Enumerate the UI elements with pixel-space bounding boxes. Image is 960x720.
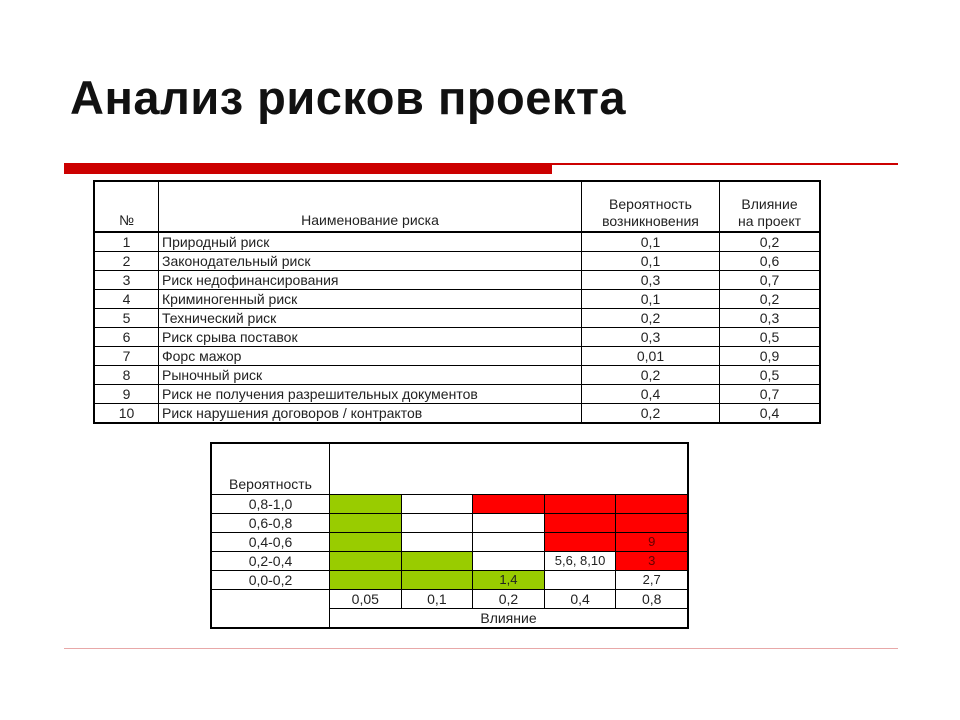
risk-impact: 0,5 <box>720 328 821 347</box>
risk-impact: 0,2 <box>720 232 821 252</box>
risk-num: 8 <box>94 366 159 385</box>
risk-probability: 0,1 <box>582 290 720 309</box>
risk-impact: 0,5 <box>720 366 821 385</box>
risk-name: Форс мажор <box>159 347 582 366</box>
matrix-header-row <box>211 443 688 495</box>
risk-name: Законодательный риск <box>159 252 582 271</box>
matrix-cell-risk-ids: 1,4 <box>499 572 518 587</box>
matrix-cell <box>401 571 473 590</box>
header-probability-line1: Вероятность <box>609 196 692 212</box>
risk-num: 5 <box>94 309 159 328</box>
matrix-impact-tick: 0,4 <box>544 590 616 609</box>
risk-table-header <box>94 181 820 232</box>
risk-probability: 0,1 <box>582 252 720 271</box>
header-impact-line2: на проект <box>737 213 802 229</box>
risk-num: 6 <box>94 328 159 347</box>
risk-impact: 0,9 <box>720 347 821 366</box>
risk-row <box>94 232 820 252</box>
matrix-cell <box>473 571 545 590</box>
risk-name: Риск срыва поставок <box>159 328 582 347</box>
matrix-cell <box>473 514 545 533</box>
risk-probability: 0,2 <box>582 309 720 328</box>
matrix-row <box>211 552 688 571</box>
matrix-cell <box>329 533 401 552</box>
risk-impact: 0,7 <box>720 385 821 404</box>
matrix-impact-tick: 0,2 <box>473 590 545 609</box>
matrix-cell <box>473 533 545 552</box>
risk-table <box>93 180 821 424</box>
header-name: Наименование риска <box>159 181 582 232</box>
slide-title: Анализ рисков проекта <box>70 71 627 124</box>
matrix-cell-risk-ids: 9 <box>648 534 656 549</box>
header-probability <box>582 181 720 232</box>
matrix-row <box>211 495 688 514</box>
risk-row <box>94 347 820 366</box>
risk-name: Риск недофинансирования <box>159 271 582 290</box>
risk-num: 3 <box>94 271 159 290</box>
matrix-cell <box>616 571 688 590</box>
risk-matrix <box>210 442 689 629</box>
matrix-impact-label: Влияние <box>329 609 688 629</box>
risk-row <box>94 290 820 309</box>
risk-row <box>94 366 820 385</box>
risk-impact: 0,6 <box>720 252 821 271</box>
matrix-cell <box>616 495 688 514</box>
matrix-cell <box>401 514 473 533</box>
matrix-probability-band: 0,2-0,4 <box>211 552 329 571</box>
matrix-row <box>211 533 688 552</box>
matrix-cell <box>473 552 545 571</box>
header-impact-line1: Влияние <box>741 196 798 212</box>
slide-bottom-rule <box>64 648 898 649</box>
risk-probability: 0,3 <box>582 271 720 290</box>
matrix-probability-label: Вероятность <box>211 443 329 495</box>
matrix-probability-band: 0,0-0,2 <box>211 571 329 590</box>
matrix-corner-blank <box>211 590 329 629</box>
risk-name: Технический риск <box>159 309 582 328</box>
matrix-probability-band: 0,8-1,0 <box>211 495 329 514</box>
risk-row <box>94 385 820 404</box>
risk-num: 1 <box>94 232 159 252</box>
matrix-cell-risk-ids: 3 <box>648 553 656 568</box>
risk-row <box>94 252 820 271</box>
matrix-probability-band: 0,6-0,8 <box>211 514 329 533</box>
risk-name: Криминогенный риск <box>159 290 582 309</box>
risk-impact: 0,2 <box>720 290 821 309</box>
risk-probability: 0,2 <box>582 404 720 424</box>
matrix-cell <box>544 514 616 533</box>
header-impact <box>720 181 821 232</box>
title-underline-thick <box>64 163 552 174</box>
matrix-cell <box>616 552 688 571</box>
risk-row <box>94 328 820 347</box>
matrix-impact-ticks-row <box>211 590 688 609</box>
matrix-row <box>211 571 688 590</box>
risk-name: Природный риск <box>159 232 582 252</box>
matrix-cell <box>544 571 616 590</box>
risk-probability: 0,3 <box>582 328 720 347</box>
risk-probability: 0,4 <box>582 385 720 404</box>
matrix-impact-tick: 0,05 <box>329 590 401 609</box>
matrix-cell <box>401 552 473 571</box>
risk-num: 9 <box>94 385 159 404</box>
header-probability-line2: возникновения <box>602 213 699 229</box>
risk-probability: 0,01 <box>582 347 720 366</box>
risk-row <box>94 271 820 290</box>
matrix-cell <box>329 514 401 533</box>
risk-num: 4 <box>94 290 159 309</box>
risk-num: 10 <box>94 404 159 424</box>
risk-impact: 0,7 <box>720 271 821 290</box>
matrix-cell <box>329 552 401 571</box>
matrix-cell <box>329 571 401 590</box>
matrix-cell <box>616 514 688 533</box>
risk-name: Риск нарушения договоров / контрактов <box>159 404 582 424</box>
risk-probability: 0,2 <box>582 366 720 385</box>
risk-row <box>94 309 820 328</box>
title-underline-thin <box>552 163 898 165</box>
risk-impact: 0,3 <box>720 309 821 328</box>
matrix-probability-band: 0,4-0,6 <box>211 533 329 552</box>
matrix-cell-risk-ids: 5,6, 8,10 <box>554 553 606 568</box>
matrix-cell-risk-ids: 2,7 <box>642 572 661 587</box>
risk-name: Рыночный риск <box>159 366 582 385</box>
risk-num: 7 <box>94 347 159 366</box>
risk-impact: 0,4 <box>720 404 821 424</box>
risk-num: 2 <box>94 252 159 271</box>
matrix-row <box>211 514 688 533</box>
matrix-cell <box>544 495 616 514</box>
matrix-impact-tick: 0,1 <box>401 590 473 609</box>
matrix-impact-tick: 0,8 <box>616 590 688 609</box>
risk-name: Риск не получения разрешительных документов <box>159 385 582 404</box>
matrix-cell <box>329 495 401 514</box>
risk-probability: 0,1 <box>582 232 720 252</box>
matrix-cell <box>616 533 688 552</box>
matrix-cell <box>544 533 616 552</box>
matrix-cell <box>401 495 473 514</box>
matrix-cell <box>473 495 545 514</box>
header-num: № <box>94 181 159 232</box>
matrix-header-blank <box>329 443 688 495</box>
matrix-cell <box>401 533 473 552</box>
matrix-cell <box>544 552 616 571</box>
risk-row <box>94 404 820 424</box>
